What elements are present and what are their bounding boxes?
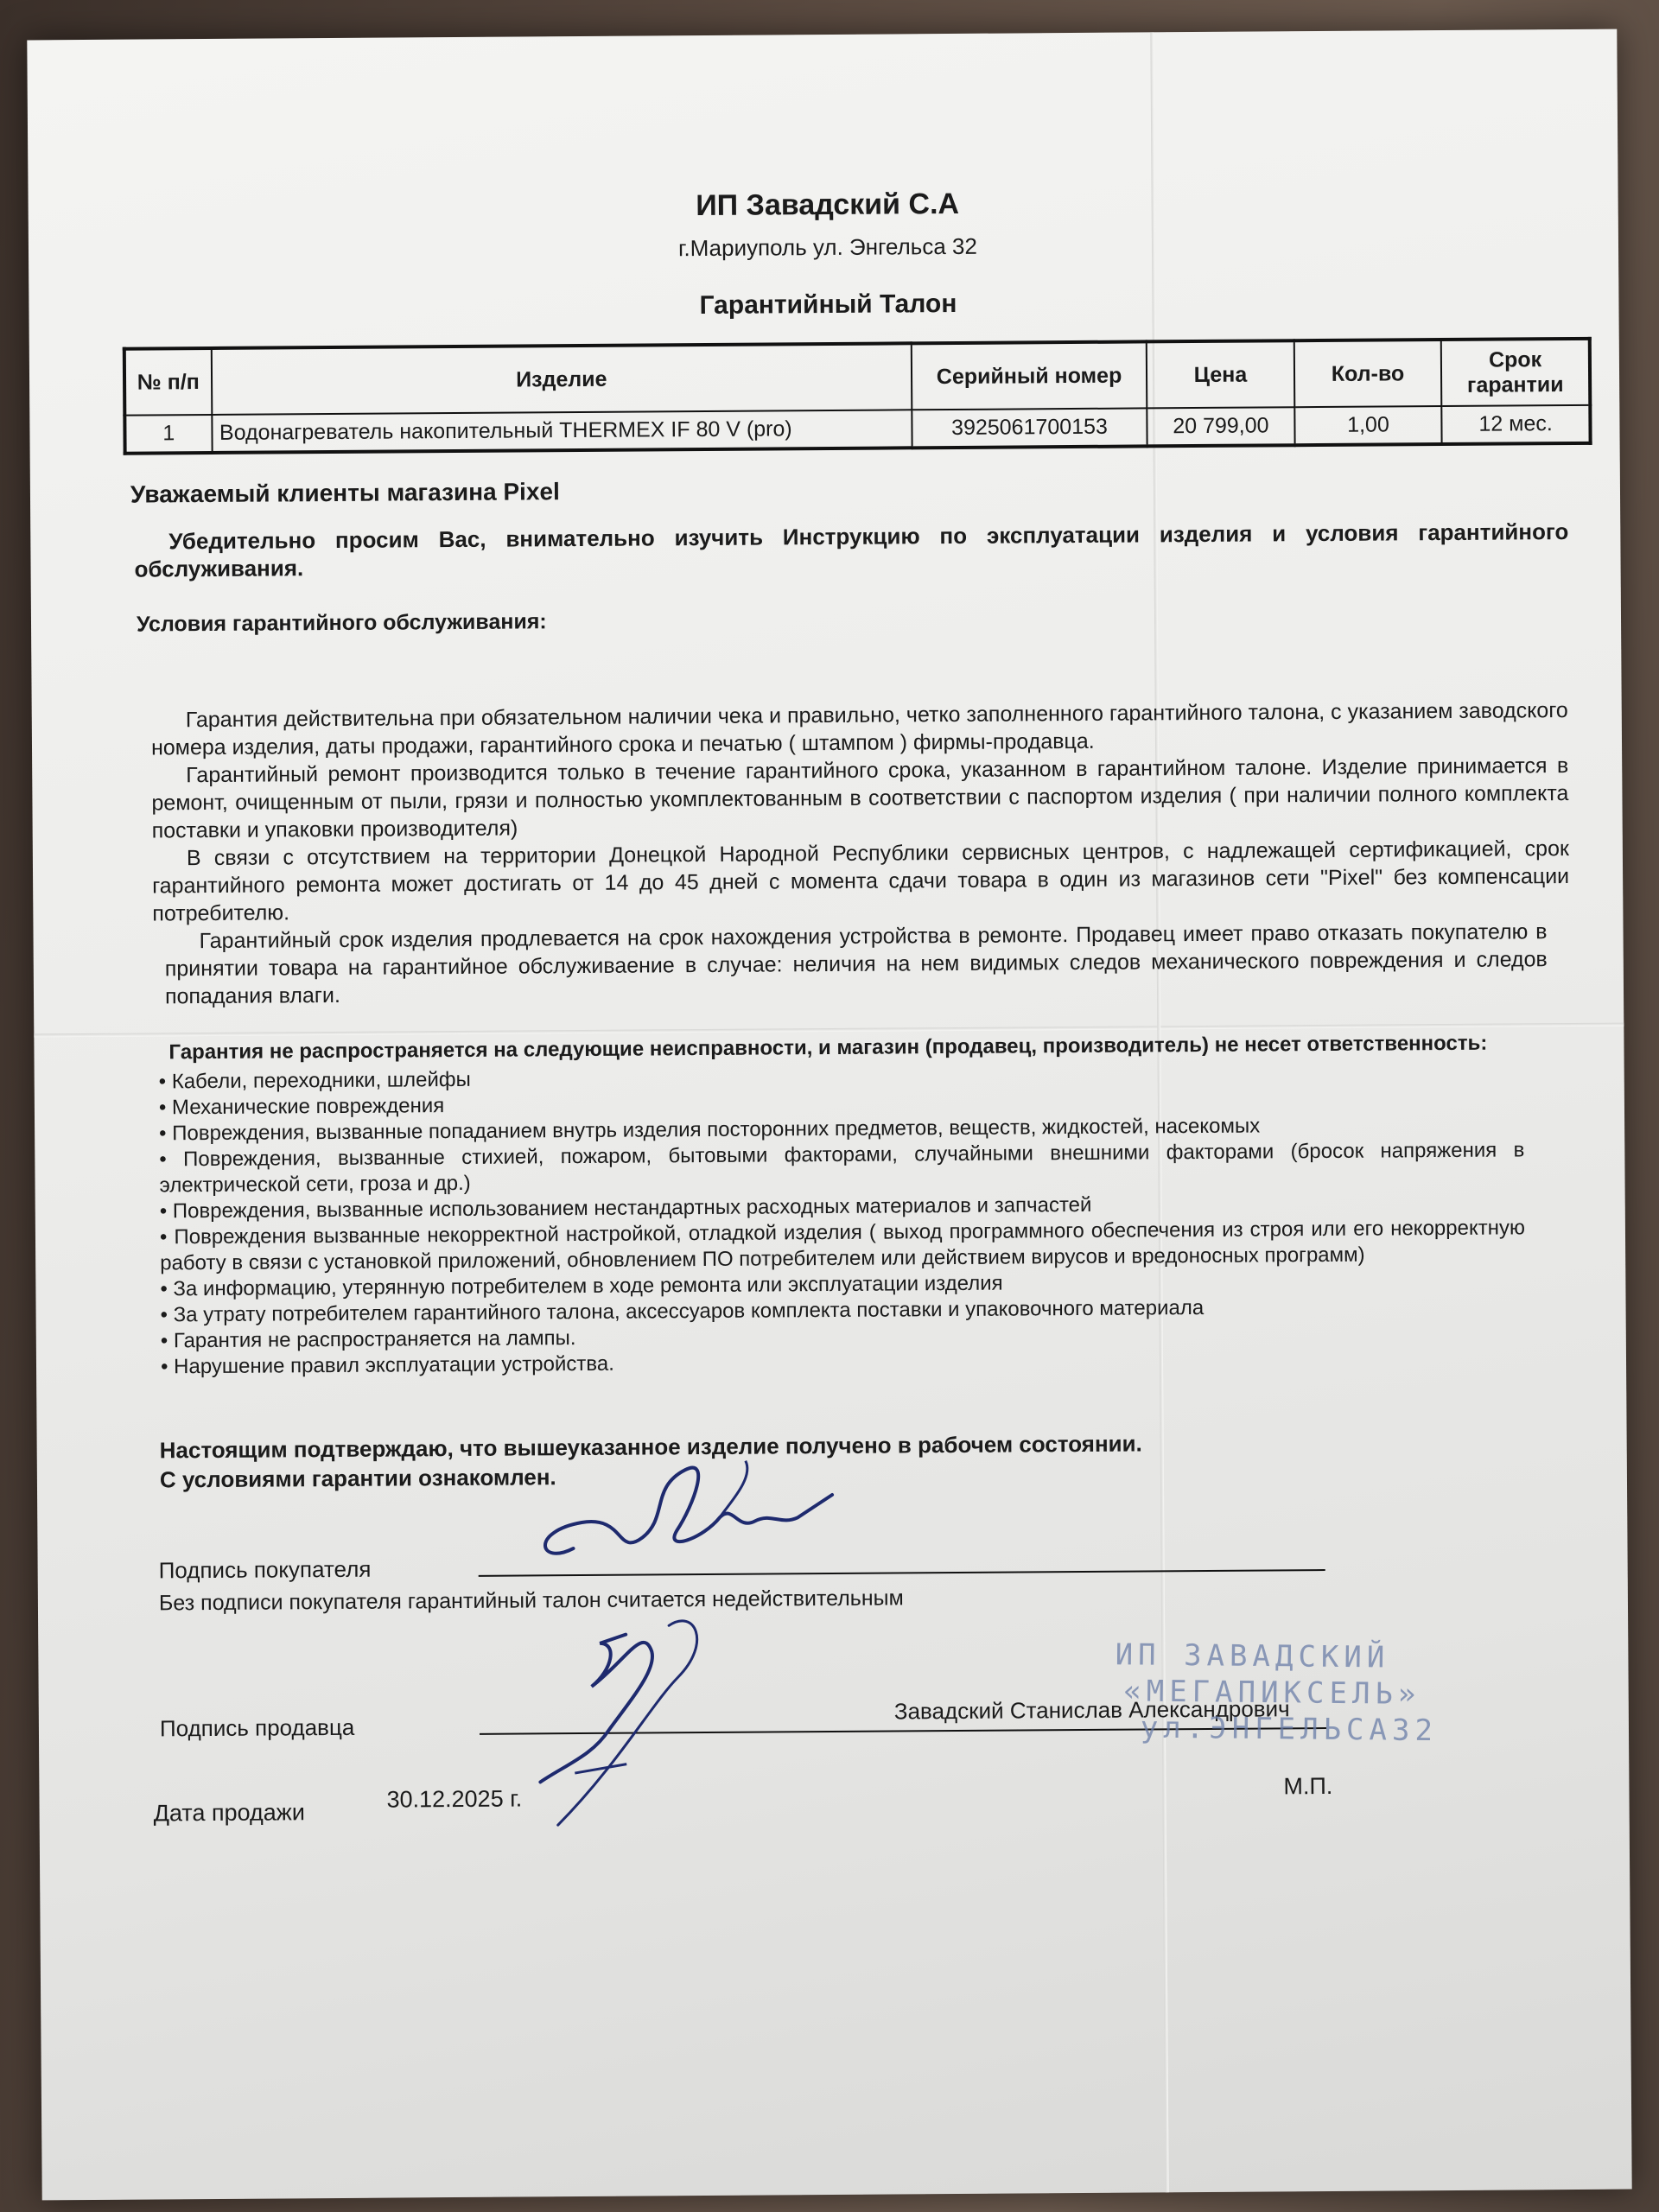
buyer-signature-label: Подпись покупателя <box>158 1555 372 1584</box>
col-serial-header: Серийный номер <box>912 341 1147 410</box>
org-address: г.Мариуполь ул. Энгельса 32 <box>677 232 977 262</box>
greeting: Уважаемый клиенты магазина Pixel <box>130 478 560 508</box>
warranty-card-sheet <box>27 29 1631 2201</box>
cell-num: 1 <box>124 415 212 454</box>
list-item: • Повреждения вызванные некорректной настройкой, отладкой изделия ( выход программного обеспечения из строя или его некорректную работу в связи с установкой приложений, обновлением ПО потребителем или действием вирусов и вредоносных программ) <box>160 1215 1525 1276</box>
document-title: Гарантийный Талон <box>699 289 957 321</box>
list-item: • Механические повреждения <box>159 1085 1524 1121</box>
cell-qty: 1,00 <box>1294 406 1442 445</box>
col-qty-header: Кол-во <box>1294 340 1441 407</box>
col-price-header: Цена <box>1147 340 1294 408</box>
col-item-header: Изделие <box>211 343 912 415</box>
intro-paragraph: Убедительно просим Вас, внимательно изучить Инструкцию по эксплуатации изделия и условия гарантийного обслуживания. <box>134 518 1569 582</box>
condition-paragraph: Гарантия действительна при обязательном наличии чека и правильно, четко заполненного гарантийного талона, с указанием заводского номера изделия, даты продажи, гарантийного срока и печатью ( штампом ) фирмы-продавца. <box>150 698 1568 760</box>
list-item: • Нарушение правил эксплуатации устройства. <box>161 1344 1526 1380</box>
conditions-heading: Условия гарантийного обслуживания: <box>136 609 547 637</box>
sale-date-value: 30.12.2025 г. <box>386 1785 523 1813</box>
exclusions-heading: Гарантия не распространяется на следующие неисправности, и магазин (продавец, производитель) не несет ответственность: <box>168 1031 1488 1065</box>
buyer-signature-mark <box>521 1434 868 1592</box>
no-signature-note: Без подписи покупателя гарантийный талон считается недействительным <box>158 1586 904 1616</box>
seller-signature-label: Подпись продавца <box>159 1713 355 1742</box>
list-item: • За информацию, утерянную потребителем в ходе ремонта или эксплуатации изделия <box>160 1267 1525 1302</box>
stamp-line: ИП ЗАВАДСКИЙ <box>1115 1637 1390 1675</box>
list-item: • Повреждения, вызванные стихией, пожаром, бытовыми факторами, случайными внешними факторами (бросок напряжения в электрической сети, гроза и др.) <box>159 1137 1524 1198</box>
condition-paragraph: В связи с отсутствием на территории Донецкой Народной Республики сервисных центров, с надлежащей сертификацией, срок гарантийного ремонта может достигать от 14 до 45 дней с момента сдачи товара в один из магазинов сети "Pixel" без компенсации потребителю. <box>152 836 1570 926</box>
confirmation-line: С условиями гарантии ознакомлен. <box>159 1464 556 1493</box>
cell-serial: 3925061700153 <box>912 408 1147 448</box>
sale-date-label: Дата продажи <box>153 1799 305 1827</box>
confirmation-block <box>160 1426 1584 1495</box>
exclusions-list <box>159 1059 1526 1380</box>
col-num-header: № п/п <box>124 348 212 416</box>
cell-item: Водонагреватель накопительный THERMEX IF 80 V (pro) <box>212 410 912 453</box>
stamp-line: «МЕГАПИКСЕЛЬ» <box>1123 1674 1421 1712</box>
conditions-list <box>84 696 1580 1011</box>
list-item: • Повреждения, вызванные попаданием внутрь изделия посторонних предметов, веществ, жидкостей, насекомых <box>159 1111 1524 1147</box>
stamp-place-label: М.П. <box>1283 1772 1333 1800</box>
confirmation-line: Настоящим подтверждаю, что вышеуказанное изделие получено в рабочем состоянии. <box>159 1430 1142 1464</box>
list-item: • Гарантия не распространяется на лампы. <box>161 1319 1526 1354</box>
seller-signature-mark <box>522 1590 783 1834</box>
condition-paragraph: Гарантийный срок изделия продлевается на срок нахождения устройства в ремонте. Продавец имеет право отказать покупателю в принятии товара на гарантийное обслуживаение в случае: неличия на нем видимых следов механического повреждения и следов попадания влаги. <box>164 919 1548 1009</box>
cell-price: 20 799,00 <box>1147 407 1294 446</box>
table-header-row <box>124 339 1590 416</box>
cell-warranty: 12 мес. <box>1442 405 1591 444</box>
col-warranty-header: Срок гарантии <box>1441 339 1590 406</box>
stamp-line: ул.ЭНГЕЛЬСА32 <box>1140 1710 1439 1749</box>
list-item: • За утрату потребителем гарантийного талона, аксессуаров комплекта поставки и упаковочного материала <box>160 1293 1525 1328</box>
goods-table <box>123 337 1592 455</box>
list-item: • Кабели, переходники, шлейфы <box>159 1059 1524 1095</box>
seller-stamp <box>1114 1637 1461 1804</box>
seller-name: Завадский Станислав Александрович <box>893 1695 1290 1725</box>
org-name: ИП Завадский С.А <box>696 187 960 223</box>
condition-paragraph: Гарантийный ремонт производится только в течение гарантийного срока, указанном в гарантийном талоне. Изделие принимается в ремонт, очищенным от пыли, грязи и полностью укомплектованным в соответствии с паспортом изделия ( при наличии полного комплекта поставки и упаковки производителя) <box>151 753 1569 843</box>
list-item: • Повреждения, вызванные использованием нестандартных расходных материалов и запчастей <box>160 1189 1525 1224</box>
